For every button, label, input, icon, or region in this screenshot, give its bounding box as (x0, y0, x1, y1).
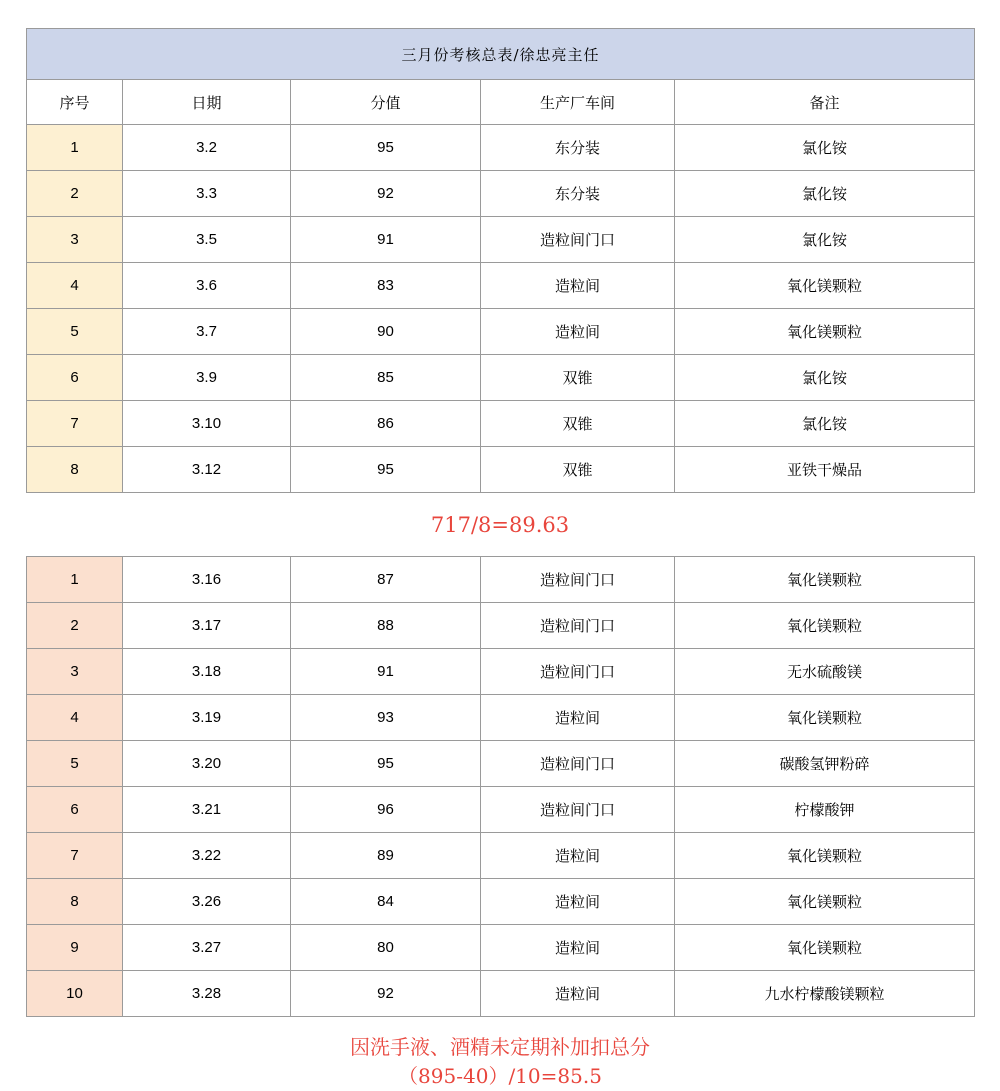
column-header-index: 序号 (27, 80, 123, 125)
cell-score: 91 (291, 217, 481, 263)
cell-remark: 氯化铵 (675, 401, 975, 447)
cell-workshop: 造粒间门口 (481, 217, 675, 263)
cell-remark: 氧化镁颗粒 (675, 557, 975, 603)
cell-index: 7 (27, 833, 123, 879)
cell-remark: 亚铁干燥品 (675, 447, 975, 493)
assessment-table-section-2 (26, 556, 975, 1017)
table-title-row (27, 29, 975, 80)
cell-score: 95 (291, 125, 481, 171)
cell-index: 6 (27, 355, 123, 401)
table-row (27, 971, 975, 1017)
table-row (27, 787, 975, 833)
cell-score: 95 (291, 741, 481, 787)
table-row (27, 355, 975, 401)
cell-index: 5 (27, 309, 123, 355)
cell-score: 91 (291, 649, 481, 695)
table-row (27, 447, 975, 493)
footnote-line-2: （895-40）/10=85.5 (398, 1064, 602, 1088)
cell-index: 4 (27, 263, 123, 309)
cell-index: 1 (27, 125, 123, 171)
cell-workshop: 造粒间 (481, 695, 675, 741)
cell-remark: 氯化铵 (675, 125, 975, 171)
section-2-footnote (26, 1017, 974, 1091)
footnote-line-1: 因洗手液、酒精未定期补加扣总分 (350, 1035, 650, 1059)
column-header-score: 分值 (291, 80, 481, 125)
cell-score: 95 (291, 447, 481, 493)
table-row (27, 649, 975, 695)
cell-date: 3.16 (123, 557, 291, 603)
cell-date: 3.27 (123, 925, 291, 971)
cell-date: 3.18 (123, 649, 291, 695)
cell-date: 3.21 (123, 787, 291, 833)
table-row (27, 125, 975, 171)
column-header-workshop: 生产厂车间 (481, 80, 675, 125)
cell-remark: 氧化镁颗粒 (675, 879, 975, 925)
cell-remark: 氧化镁颗粒 (675, 263, 975, 309)
page-title: 三月份考核总表/徐忠亮主任 (27, 29, 975, 80)
cell-workshop: 造粒间门口 (481, 557, 675, 603)
cell-score: 92 (291, 971, 481, 1017)
table-row (27, 263, 975, 309)
cell-score: 89 (291, 833, 481, 879)
cell-index: 1 (27, 557, 123, 603)
cell-score: 96 (291, 787, 481, 833)
cell-score: 86 (291, 401, 481, 447)
cell-remark: 九水柠檬酸镁颗粒 (675, 971, 975, 1017)
cell-workshop: 东分装 (481, 125, 675, 171)
cell-workshop: 造粒间 (481, 879, 675, 925)
cell-workshop: 东分装 (481, 171, 675, 217)
table-row (27, 833, 975, 879)
cell-remark: 氧化镁颗粒 (675, 833, 975, 879)
cell-date: 3.19 (123, 695, 291, 741)
cell-index: 7 (27, 401, 123, 447)
cell-remark: 氯化铵 (675, 171, 975, 217)
cell-index: 3 (27, 649, 123, 695)
cell-workshop: 造粒间门口 (481, 649, 675, 695)
table-row (27, 741, 975, 787)
cell-index: 2 (27, 603, 123, 649)
cell-date: 3.5 (123, 217, 291, 263)
cell-date: 3.9 (123, 355, 291, 401)
cell-remark: 氧化镁颗粒 (675, 603, 975, 649)
cell-date: 3.7 (123, 309, 291, 355)
cell-score: 84 (291, 879, 481, 925)
cell-index: 3 (27, 217, 123, 263)
cell-remark: 氧化镁颗粒 (675, 695, 975, 741)
cell-date: 3.12 (123, 447, 291, 493)
assessment-table-section-1 (26, 28, 975, 493)
cell-date: 3.3 (123, 171, 291, 217)
cell-date: 3.22 (123, 833, 291, 879)
cell-date: 3.26 (123, 879, 291, 925)
cell-workshop: 造粒间 (481, 925, 675, 971)
cell-date: 3.17 (123, 603, 291, 649)
cell-workshop: 双锥 (481, 355, 675, 401)
cell-score: 80 (291, 925, 481, 971)
cell-workshop: 造粒间门口 (481, 741, 675, 787)
table-header-row (27, 80, 975, 125)
cell-score: 92 (291, 171, 481, 217)
cell-date: 3.2 (123, 125, 291, 171)
cell-date: 3.6 (123, 263, 291, 309)
table-row (27, 171, 975, 217)
cell-remark: 氧化镁颗粒 (675, 925, 975, 971)
cell-date: 3.10 (123, 401, 291, 447)
cell-score: 83 (291, 263, 481, 309)
table-row (27, 217, 975, 263)
cell-workshop: 双锥 (481, 447, 675, 493)
cell-date: 3.28 (123, 971, 291, 1017)
cell-index: 2 (27, 171, 123, 217)
table-row (27, 603, 975, 649)
cell-index: 5 (27, 741, 123, 787)
cell-score: 90 (291, 309, 481, 355)
table-row (27, 879, 975, 925)
cell-remark: 碳酸氢钾粉碎 (675, 741, 975, 787)
cell-workshop: 造粒间 (481, 971, 675, 1017)
cell-index: 8 (27, 879, 123, 925)
cell-score: 85 (291, 355, 481, 401)
cell-remark: 柠檬酸钾 (675, 787, 975, 833)
table-row (27, 401, 975, 447)
cell-workshop: 造粒间 (481, 309, 675, 355)
section-1-summary: 717/8=89.63 (430, 513, 570, 537)
cell-remark: 氯化铵 (675, 355, 975, 401)
cell-score: 87 (291, 557, 481, 603)
table-row (27, 695, 975, 741)
cell-workshop: 双锥 (481, 401, 675, 447)
cell-index: 4 (27, 695, 123, 741)
cell-workshop: 造粒间 (481, 833, 675, 879)
cell-date: 3.20 (123, 741, 291, 787)
table-row (27, 309, 975, 355)
cell-score: 88 (291, 603, 481, 649)
table-row (27, 925, 975, 971)
table-row (27, 557, 975, 603)
cell-workshop: 造粒间门口 (481, 603, 675, 649)
cell-index: 6 (27, 787, 123, 833)
cell-remark: 无水硫酸镁 (675, 649, 975, 695)
cell-index: 9 (27, 925, 123, 971)
cell-remark: 氧化镁颗粒 (675, 309, 975, 355)
cell-index: 8 (27, 447, 123, 493)
cell-score: 93 (291, 695, 481, 741)
cell-workshop: 造粒间门口 (481, 787, 675, 833)
column-header-date: 日期 (123, 80, 291, 125)
cell-index: 10 (27, 971, 123, 1017)
cell-workshop: 造粒间 (481, 263, 675, 309)
column-header-remark: 备注 (675, 80, 975, 125)
cell-remark: 氯化铵 (675, 217, 975, 263)
